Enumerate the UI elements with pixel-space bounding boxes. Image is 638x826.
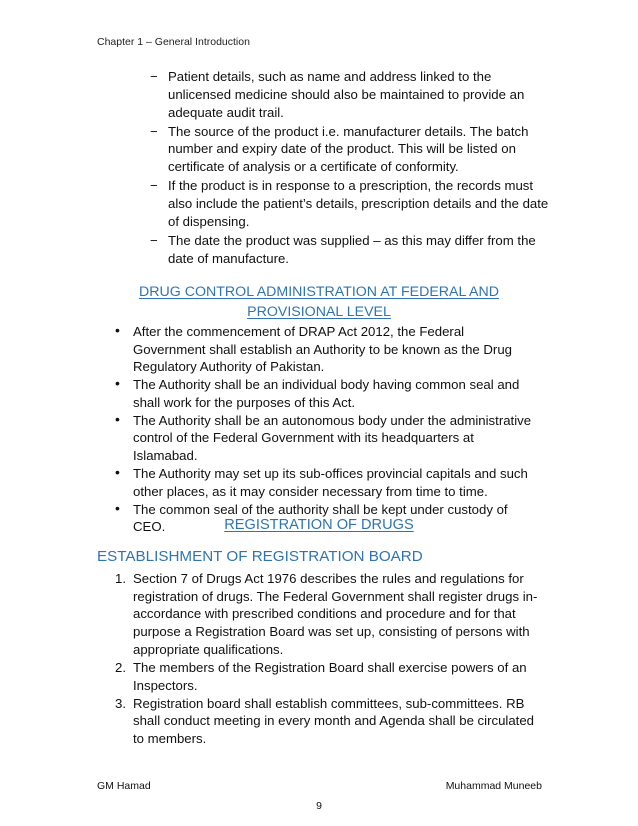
number-marker: 2.	[115, 659, 126, 675]
list-item	[115, 323, 540, 376]
list-item-text: The Authority shall be an autonomous body under the administrative control of the Federal Government with its headquarters at Islamabad.	[133, 412, 532, 463]
list-item	[115, 695, 540, 748]
footer-author-right: Muhammad Muneeb	[445, 780, 542, 792]
bullet-marker: •	[115, 463, 120, 480]
chapter-header: Chapter 1 – General Introduction	[97, 36, 250, 48]
dash-marker: −	[150, 123, 158, 139]
list-item	[115, 465, 540, 500]
number-marker: 3.	[115, 695, 126, 711]
list-item	[115, 412, 540, 465]
section-heading-registration: REGISTRATION OF DRUGS	[224, 517, 414, 533]
list-item-text: Section 7 of Drugs Act 1976 describes the rules and regulations for registration of drugs. The Federal Government shall register drugs in-accordance with prescribed conditions and procedure and for that purpose a Registration Board was set up, consisting of persons with appropriate qualifications.	[133, 571, 538, 657]
numbered-list	[115, 570, 540, 748]
list-item-text: Patient details, such as name and address linked to the unlicensed medicine should also be maintained to provide an adequate audit trail.	[168, 69, 525, 120]
list-item	[115, 659, 540, 694]
bullet-list	[115, 323, 540, 536]
bullet-marker: •	[115, 322, 120, 338]
dash-list	[150, 68, 550, 269]
list-item-text: The Authority may set up its sub-offices provincial capitals and such other places, as it may consider necessary from time to time.	[133, 465, 528, 499]
list-item	[150, 68, 550, 121]
footer-author-left: GM Hamad	[97, 780, 151, 792]
list-item-text: The members of the Registration Board shall exercise powers of an Inspectors.	[133, 659, 527, 693]
bullet-marker: •	[115, 499, 120, 516]
bullet-marker: •	[115, 410, 120, 427]
list-item-text: If the product is in response to a prescription, the records must also include the patient’s details, prescription details and the date of dispensing.	[168, 178, 549, 229]
section-heading-drug-control: DRUG CONTROL ADMINISTRATION AT FEDERAL AND PROVISIONAL LEVEL	[139, 284, 499, 320]
bullet-marker: •	[115, 375, 120, 392]
list-item	[115, 570, 540, 659]
section-heading-registration-board: ESTABLISHMENT OF REGISTRATION BOARD	[97, 548, 423, 565]
list-item-text: After the commencement of DRAP Act 2012, the Federal Government shall establish an Authority to be known as the Drug Regulatory Authority of Pakistan.	[133, 324, 512, 375]
list-item-text: Registration board shall establish committees, sub-committees. RB shall conduct meeting in every month and Agenda shall be circulated to members.	[133, 695, 535, 746]
dash-marker: −	[150, 232, 158, 248]
number-marker: 1.	[115, 571, 126, 586]
list-item-text: The common seal of the authority shall be kept under custody of CEO.	[133, 501, 508, 535]
list-item	[150, 177, 550, 230]
dash-marker: −	[150, 178, 158, 194]
dash-marker: −	[150, 69, 158, 84]
page-number: 9	[316, 800, 322, 812]
list-item	[150, 123, 550, 176]
list-item-text: The date the product was supplied – as this may differ from the date of manufacture.	[168, 232, 536, 266]
list-item-text: The source of the product i.e. manufacturer details. The batch number and expiry date of the product. This will be listed on certificate of analysis or a certificate of conformity.	[168, 123, 529, 175]
list-item	[150, 232, 550, 268]
list-item	[115, 376, 540, 411]
list-item-text: The Authority shall be an individual body having common seal and shall work for the purposes of this Act.	[133, 377, 520, 410]
